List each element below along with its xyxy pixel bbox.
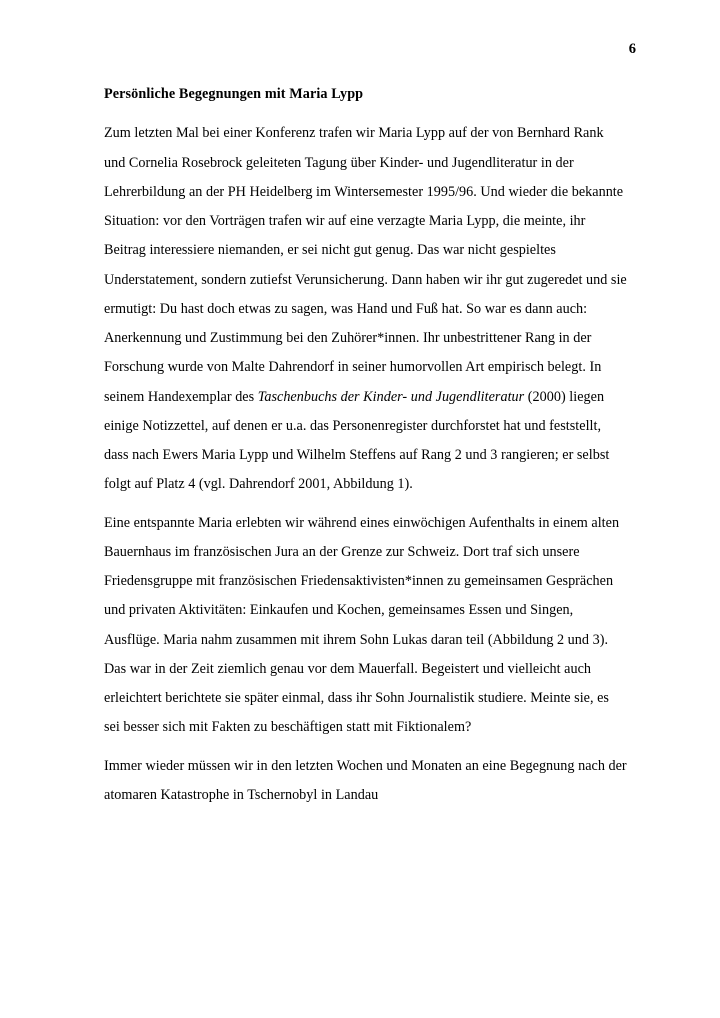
section-heading: Persönliche Begegnungen mit Maria Lypp <box>104 86 364 102</box>
page-number: 6 <box>628 41 636 57</box>
body-paragraph-2 <box>104 509 628 743</box>
body-paragraph-1 <box>104 119 628 499</box>
text-run: Eine entspannte Maria erlebten wir während eines einwöchigen Aufenthalts in einem alten Bauernhaus im französischen Jura an der Grenze zur Schweiz. Dort traf sich unsere Friedensgruppe mit französischen Friedensaktivisten*innen zu gemeinsamen Gesprächen und privaten Aktivitäten: Einkaufen und Kochen, gemeinsames Essen und Singen, Ausflüge. Maria nahm zusammen mit ihrem Sohn Lukas daran teil (Abbildung 2 und 3). Das war in der Zeit ziemlich genau vor dem Mauerfall. Begeistert und vielleicht auch erleichtert berichtete sie später einmal, dass ihr Sohn Journalistik studiere. Meinte sie, es sei besser sich mit Fakten zu beschäftigen statt mit Fiktionalem? <box>104 514 620 736</box>
italic-title-run: Taschenbuchs der Kinder- und Jugendliteratur <box>257 388 525 405</box>
body-paragraph-3 <box>104 752 628 811</box>
text-run: (2000) liegen einige Notizzettel, auf denen er u.a. das Personenregister durchforstet hat und feststellt, dass nach Ewers Maria Lypp und Wilhelm Steffens auf Rang 2 und 3 rangieren; er selbst folgt auf Platz 4 (vgl. Dahrendorf 2001, Abbildung 1). <box>104 388 610 493</box>
text-run: Zum letzten Mal bei einer Konferenz trafen wir Maria Lypp auf der von Bernhard Rank und Cornelia Rosebrock geleiteten Tagung über Kinder- und Jugendliteratur in der Lehrerbildung an der PH Heidelberg im Wintersemester 1995/96. Und wieder die bekannte Situation: vor den Vorträgen trafen wir auf eine verzagte Maria Lypp, die meinte, ihr Beitrag interessiere niemanden, er sei nicht gut genug. Das war nicht gespieltes Understatement, sondern zutiefst Verunsicherung. Dann haben wir ihr gut zugeredet und sie ermutigt: Du hast doch etwas zu sagen, was Hand und Fuß hat. So war es dann auch: Anerkennung und Zustimmung bei den Zuhörer*innen. Ihr unbestrittener Rang in der Forschung wurde von Malte Dahrendorf in seiner humorvollen Art empirisch belegt. In seinem Handexemplar des <box>104 125 627 405</box>
text-run: Immer wieder müssen wir in den letzten Wochen und Monaten an eine Begegnung nach der atomaren Katastrophe in Tschernobyl in Landau <box>104 757 627 803</box>
page-content <box>104 84 628 810</box>
